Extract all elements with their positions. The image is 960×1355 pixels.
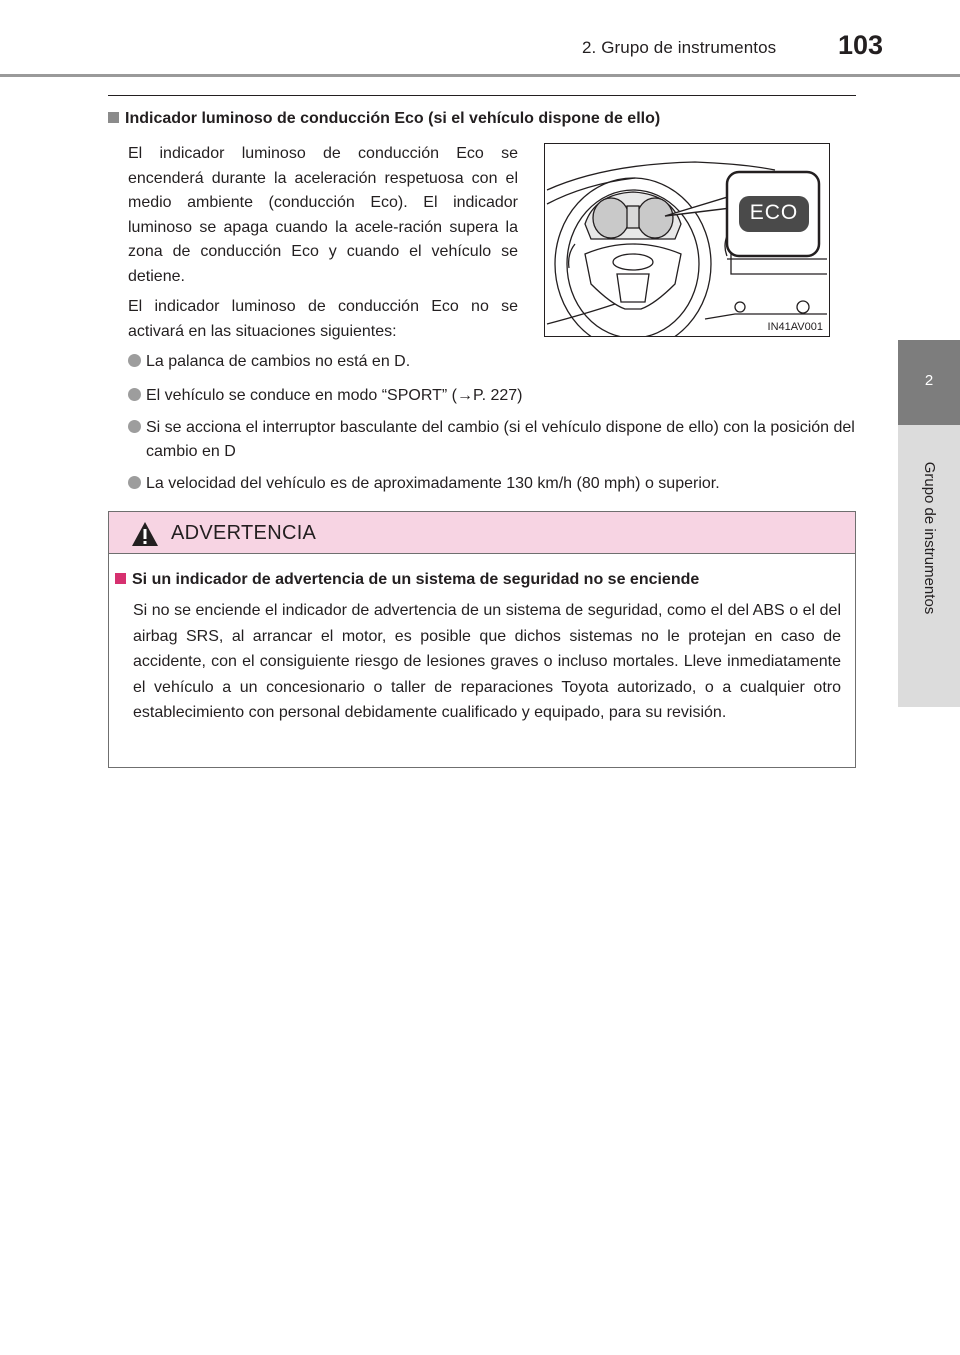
list-item-text: Si se acciona el interruptor basculante del cambio (si el vehículo dispone de ello) con la posición del cambio en D (146, 419, 855, 460)
section-rule (108, 95, 856, 96)
section-heading-text: Indicador luminoso de conducción Eco (si el vehículo dispone de ello) (125, 110, 661, 127)
warning-box (108, 511, 856, 768)
list-item (128, 416, 858, 464)
bullet-dot-icon (128, 420, 141, 433)
heading-square-icon (108, 112, 119, 123)
dashboard-illustration (544, 143, 830, 337)
header-divider (0, 74, 960, 77)
warning-subheading (115, 571, 699, 589)
chapter-tab-number: 2 (924, 372, 934, 389)
paragraph-eco-description: El indicador luminoso de conducción Eco se encenderá durante la aceleración respetuosa con el medio ambiente (conducción Eco). El indicador luminoso se apaga cuando la acele-ración supera la zona de conducción Eco y cuando el vehículo se detiene. (128, 145, 518, 285)
warning-square-icon (115, 573, 126, 584)
steering-wheel-icon (545, 144, 829, 336)
list-item-text: La velocidad del vehículo es de aproximadamente 130 km/h (80 mph) o superior. (146, 475, 720, 492)
list-item (128, 472, 858, 496)
bullet-dot-icon (128, 388, 141, 401)
warning-triangle-icon (131, 521, 159, 547)
warning-subheading-text: Si un indicador de advertencia de un sistema de seguridad no se enciende (132, 571, 700, 588)
paragraph-eco-conditions: El indicador luminoso de conducción Eco no se activará en las situaciones siguientes: (128, 298, 518, 340)
list-item (128, 384, 858, 408)
chapter-tab-label: Grupo de instrumentos (921, 461, 938, 615)
eco-indicator-label: ECO (749, 201, 799, 224)
chapter-title: 2. Grupo de instrumentos (582, 38, 777, 57)
warning-text: Si no se enciende el indicador de advertencia de un sistema de seguridad, como el del ABS o el del airbag SRS, al arrancar el motor, es posible que dichos sistemas no le protejan en caso de accidente, con el consiguiente riesgo de lesiones graves o incluso mortales. Lleve inmediatamente el vehículo a un concesionario o taller de reparaciones Toyota autorizado, o a cualquier otro establecimiento con personal debidamente cualificado y equipado, para su revisión. (133, 602, 841, 721)
list-item-text: La palanca de cambios no está en D. (146, 353, 411, 370)
warning-header (109, 512, 855, 554)
bullet-dot-icon (128, 476, 141, 489)
chapter-tab[interactable] (898, 340, 960, 425)
warning-title: ADVERTENCIA (171, 522, 317, 544)
list-item (128, 350, 858, 374)
bullet-dot-icon (128, 354, 141, 367)
section-heading (108, 110, 660, 128)
page-number: 103 (838, 30, 884, 60)
list-item-text: El vehículo se conduce en modo “SPORT” (→P. 227) (146, 387, 523, 404)
figure-code: IN41AV001 (767, 321, 823, 333)
